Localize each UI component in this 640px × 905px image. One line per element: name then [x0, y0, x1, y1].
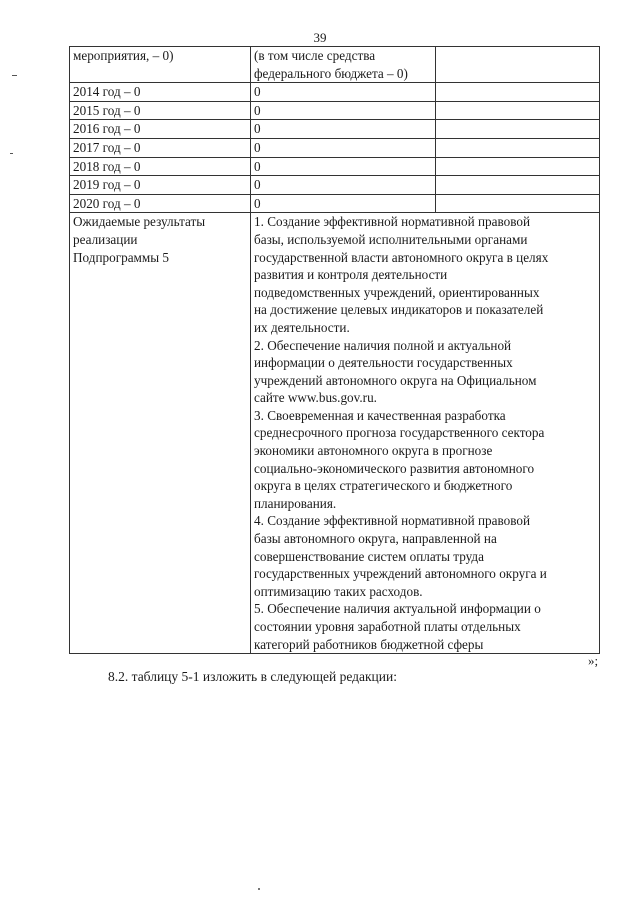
year-value: 0	[251, 138, 436, 157]
value-line: федерального бюджета – 0)	[254, 65, 408, 81]
year-value: 0	[251, 101, 436, 120]
results-line: государственной власти автономного округа в целях	[254, 249, 549, 265]
table-cell-empty	[436, 83, 600, 102]
results-label-cell	[70, 213, 251, 654]
year-label: 2020 год – 0	[70, 194, 251, 213]
year-label: 2018 год – 0	[70, 157, 251, 176]
year-label: 2015 год – 0	[70, 101, 251, 120]
results-line: округа в целях стратегического и бюджетного	[254, 478, 513, 494]
table-cell-empty	[436, 47, 600, 83]
results-line: информации о деятельности государственных	[254, 355, 513, 371]
results-line: 3. Своевременная и качественная разработка	[254, 407, 506, 423]
results-line: 4. Создание эффективной нормативной правовой	[254, 513, 530, 529]
results-line: на достижение целевых индикаторов и показателей	[254, 302, 544, 318]
table-cell-label: мероприятия, – 0)	[70, 47, 251, 83]
table-cell-empty	[436, 138, 600, 157]
results-line: 1. Создание эффективной нормативной правовой	[254, 214, 530, 230]
results-line: 5. Обеспечение наличия актуальной информации о	[254, 601, 541, 617]
results-line: экономики автономного округа в прогнозе	[254, 443, 493, 459]
year-value: 0	[251, 120, 436, 139]
closing-quote: »;	[588, 653, 599, 668]
results-line: совершенствование систем оплаты труда	[254, 548, 484, 564]
results-label-line: Подпрограммы 5	[73, 249, 169, 265]
year-label: 2016 год – 0	[70, 120, 251, 139]
results-line: развития и контроля деятельности	[254, 267, 448, 283]
table-row	[70, 83, 600, 102]
value-line: (в том числе средства	[254, 48, 376, 63]
table-cell-value	[251, 47, 436, 83]
year-label: 2014 год – 0	[70, 83, 251, 102]
year-value: 0	[251, 176, 436, 195]
results-text-cell	[251, 213, 600, 654]
year-value: 0	[251, 194, 436, 213]
table-row	[70, 101, 600, 120]
table-row	[70, 47, 600, 83]
results-line: подведомственных учреждений, ориентированных	[254, 284, 540, 300]
table-cell-empty	[436, 176, 600, 195]
results-line: сайте www.bus.gov.ru.	[254, 390, 377, 406]
table-row	[70, 138, 600, 157]
next-paragraph: 8.2. таблицу 5-1 изложить в следующей редакции:	[108, 669, 397, 684]
results-line: планирования.	[254, 495, 337, 511]
table-row	[70, 120, 600, 139]
results-line: базы автономного округа, направленной на	[254, 531, 497, 547]
margin-mark	[12, 75, 17, 76]
results-line: состоянии уровня заработной платы отдельных	[254, 619, 521, 634]
results-line: оптимизацию таких расходов.	[254, 583, 423, 599]
table-row	[70, 176, 600, 195]
table-row-results	[70, 213, 600, 654]
year-value: 0	[251, 83, 436, 102]
table-row	[70, 157, 600, 176]
margin-mark	[10, 153, 13, 154]
results-line: среднесрочного прогноза государственного сектора	[254, 425, 545, 441]
program-table	[69, 46, 600, 654]
year-label: 2017 год – 0	[70, 138, 251, 157]
table-cell-empty	[436, 157, 600, 176]
table-cell-empty	[436, 194, 600, 213]
results-label-line: Ожидаемые результаты	[73, 214, 206, 230]
results-line: государственных учреждений автономного округа и	[254, 566, 547, 582]
results-line: базы, используемой исполнительными органами	[254, 231, 528, 247]
page-number: 39	[313, 30, 327, 45]
results-line: категорий работников бюджетной сферы	[254, 636, 484, 652]
table-cell-empty	[436, 101, 600, 120]
year-value: 0	[251, 157, 436, 176]
table-row	[70, 194, 600, 213]
scan-speck	[258, 888, 260, 890]
results-line: 2. Обеспечение наличия полной и актуальной	[254, 337, 512, 353]
year-label: 2019 год – 0	[70, 176, 251, 195]
table-cell-empty	[436, 120, 600, 139]
results-line: социально-экономического развития автономного	[254, 460, 535, 476]
results-line: учреждений автономного округа на Официальном	[254, 372, 537, 388]
results-label-line: реализации	[73, 231, 138, 247]
results-line: их деятельности.	[254, 319, 350, 335]
